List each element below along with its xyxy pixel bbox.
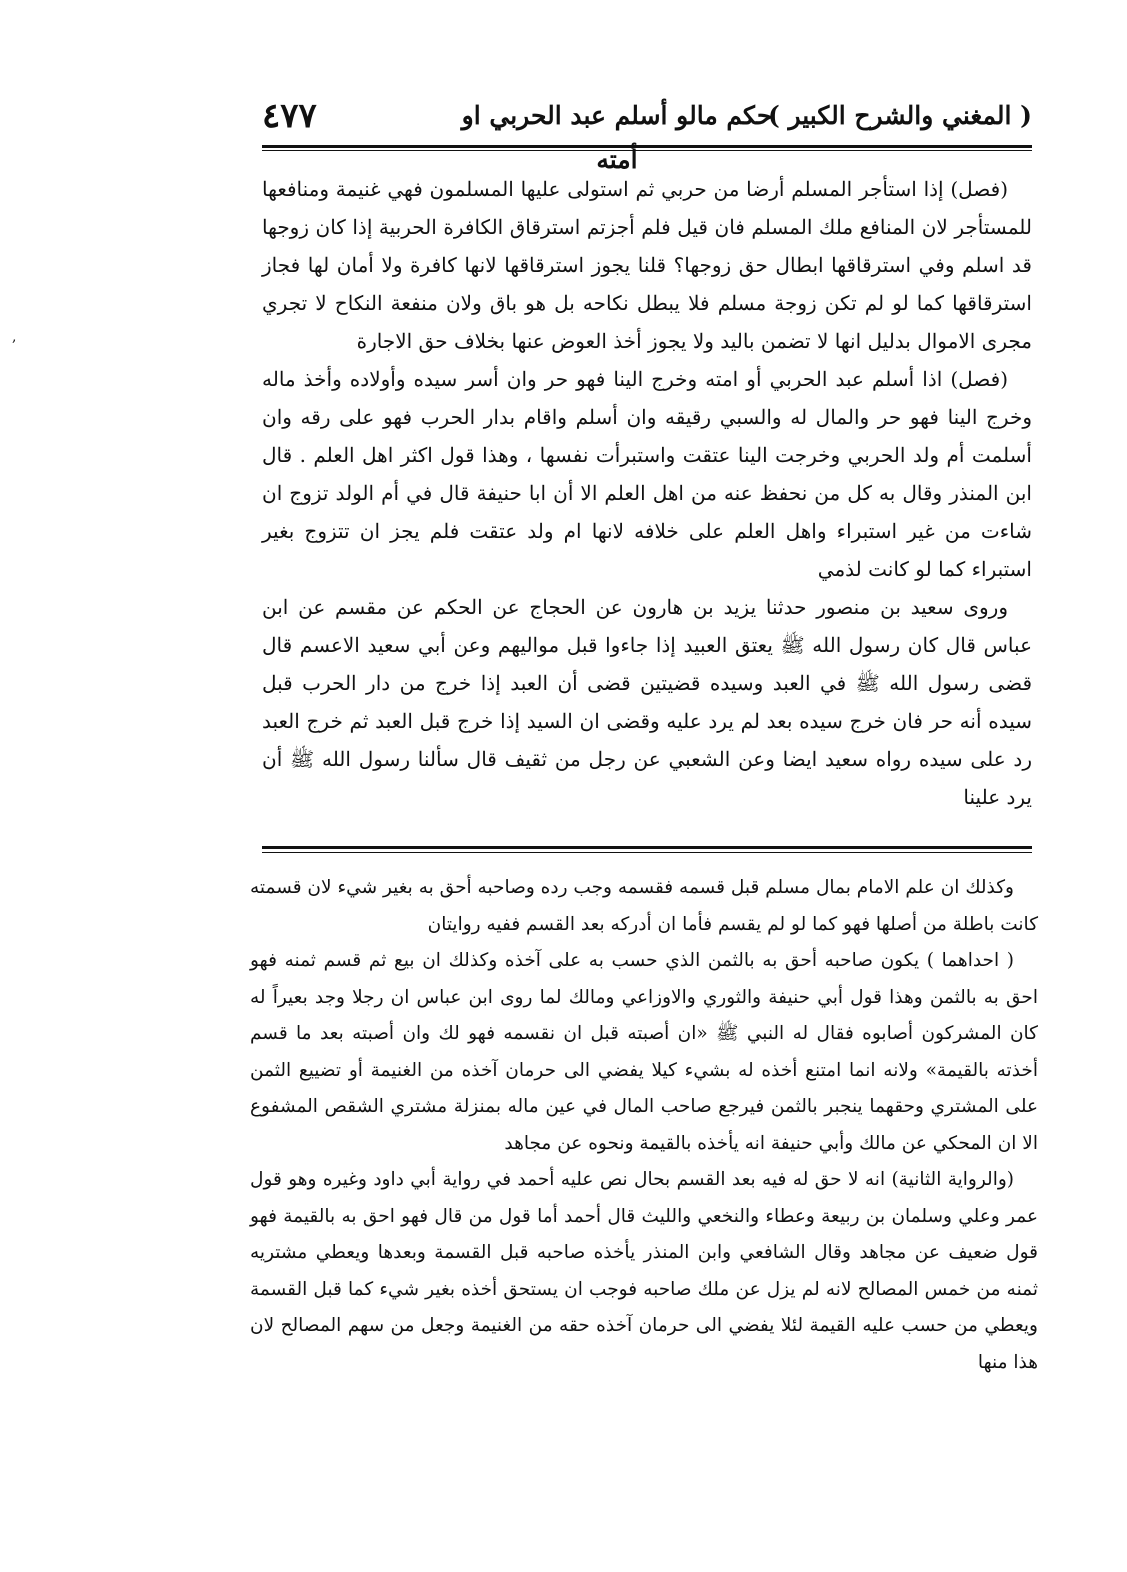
commentary-text [250, 870, 1038, 1381]
main-text [262, 170, 1032, 816]
chapter-title: حكم مالو أسلم عبد الحربي او أمته [461, 101, 773, 174]
commentary-paragraph: وكذلك ان علم الامام بمال مسلم قبل قسمه فقسمه وجب رده وصاحبه أحق به بغير شيء لان قسمته كانت باطلة من أصلها فهو كما لو لم يقسم فأما ان أدركه بعد القسم ففيه روايتان [250, 877, 1038, 935]
page-number: ٤٧٧ [262, 96, 317, 136]
main-paragraph: وروى سعيد بن منصور حدثنا يزيد بن هارون عن الحجاج عن الحكم عن مقسم عن ابن عباس قال كان رسول الله ﷺ يعتق العبيد إذا جاءوا قبل مواليهم وعن أبي سعيد الاعسم قال قضى رسول الله ﷺ في العبد وسيده قضيتين قضى أن العبد إذا خرج من دار الحرب قبل سيده أنه حر فان خرج سيده بعد لم يرد عليه وقضى ان السيد إذا خرج قبل العبد ثم خرج العبد رد على سيده رواه سعيد ايضا وعن الشعبي عن رجل من ثقيف قال سألنا رسول الله ﷺ أن يرد علينا [262, 595, 1032, 809]
page-header [262, 92, 1032, 174]
header-rule-thin [262, 150, 1032, 151]
section-divider-thin [262, 852, 1032, 853]
commentary-paragraph: (والرواية الثانية) انه لا حق له فيه بعد القسم بحال نص عليه أحمد في رواية أبي داود وغيره وهو قول عمر وعلي وسلمان بن ربيعة وعطاء والنخعي والليث قال أحمد أما قول من قال فهو احق به بالقيمة فهو قول ضعيف عن مجاهد وقال الشافعي وابن المنذر يأخذه صاحبه قبل القسمة وبعدها ويعطي مشتريه ثمنه من خمس المصالح لانه لم يزل عن ملك صاحبه فوجب ان يستحق أخذه بغير شيء كما قبل القسمة ويعطي من حسب عليه القيمة لئلا يفضي الى حرمان آخذه حقه من الغنيمة وجعل من سهم المصالح لان هذا منها [250, 1169, 1038, 1373]
margin-mark: , [12, 329, 17, 345]
commentary-paragraph: ( احداهما ) يكون صاحبه أحق به بالثمن الذي حسب به على آخذه وكذلك ان بيع ثم قسم ثمنه فهو احق به بالثمن وهذا قول أبي حنيفة والثوري والاوزاعي ومالك لما روى ابن عباس ان رجلا وجد بعيراً له كان المشركون أصابوه فقال له النبي ﷺ «ان أصبته قبل ان نقسمه فهو لك وان أصبته بعد ما قسم أخذته بالقيمة» ولانه انما امتنع أخذه له بشيء كيلا يفضي الى حرمان آخذه من الغنيمة أو تضييع الثمن على المشتري وحقهما ينجبر بالثمن فيرجع صاحب المال في عين ماله بمنزلة مشتري الشقص المشفوع الا ان المحكي عن مالك وأبي حنيفة انه يأخذه بالقيمة ونحوه عن مجاهد [250, 950, 1038, 1154]
main-paragraph: (فصل) إذا استأجر المسلم أرضا من حربي ثم استولى عليها المسلمون فهي غنيمة ومنافعها للمستأجر لان المنافع ملك المسلم فان قيل فلم أجزتم استرقاق الكافرة الحربية إذا كان زوجها قد اسلم وفي استرقاقها ابطال حق زوجها؟ قلنا يجوز استرقاقها لانها كافرة ولا أمان لها فجاز استرقاقها كما لو لم تكن زوجة مسلم فلا يبطل نكاحه بل هو باق ولان منفعة النكاح لا تجري مجرى الاموال بدليل انها لا تضمن باليد ولا يجوز أخذ العوض عنها بخلاف حق الاجارة [262, 177, 1032, 353]
main-paragraph: (فصل) اذا أسلم عبد الحربي أو امته وخرج الينا فهو حر وان أسر سيده وأولاده وأخذ ماله وخرج الينا فهو حر والمال له والسبي رقيقه وان أسلم واقام بدار الحرب فهو على رقه وان أسلمت أم ولد الحربي وخرجت الينا عتقت واستبرأت نفسها ، وهذا قول اكثر اهل العلم . قال ابن المنذر وقال به كل من نحفظ عنه من اهل العلم الا أن ابا حنيفة قال في أم الولد تزوج ان شاءت من غير استبراء واهل العلم على خلافه لانها ام ولد عتقت فلم يجز ان تتزوج بغير استبراء كما لو كانت لذمي [262, 367, 1032, 581]
header-rule [262, 145, 1032, 148]
section-divider [262, 846, 1032, 849]
book-title: ( المغني والشرح الكبير ) [767, 101, 1032, 130]
